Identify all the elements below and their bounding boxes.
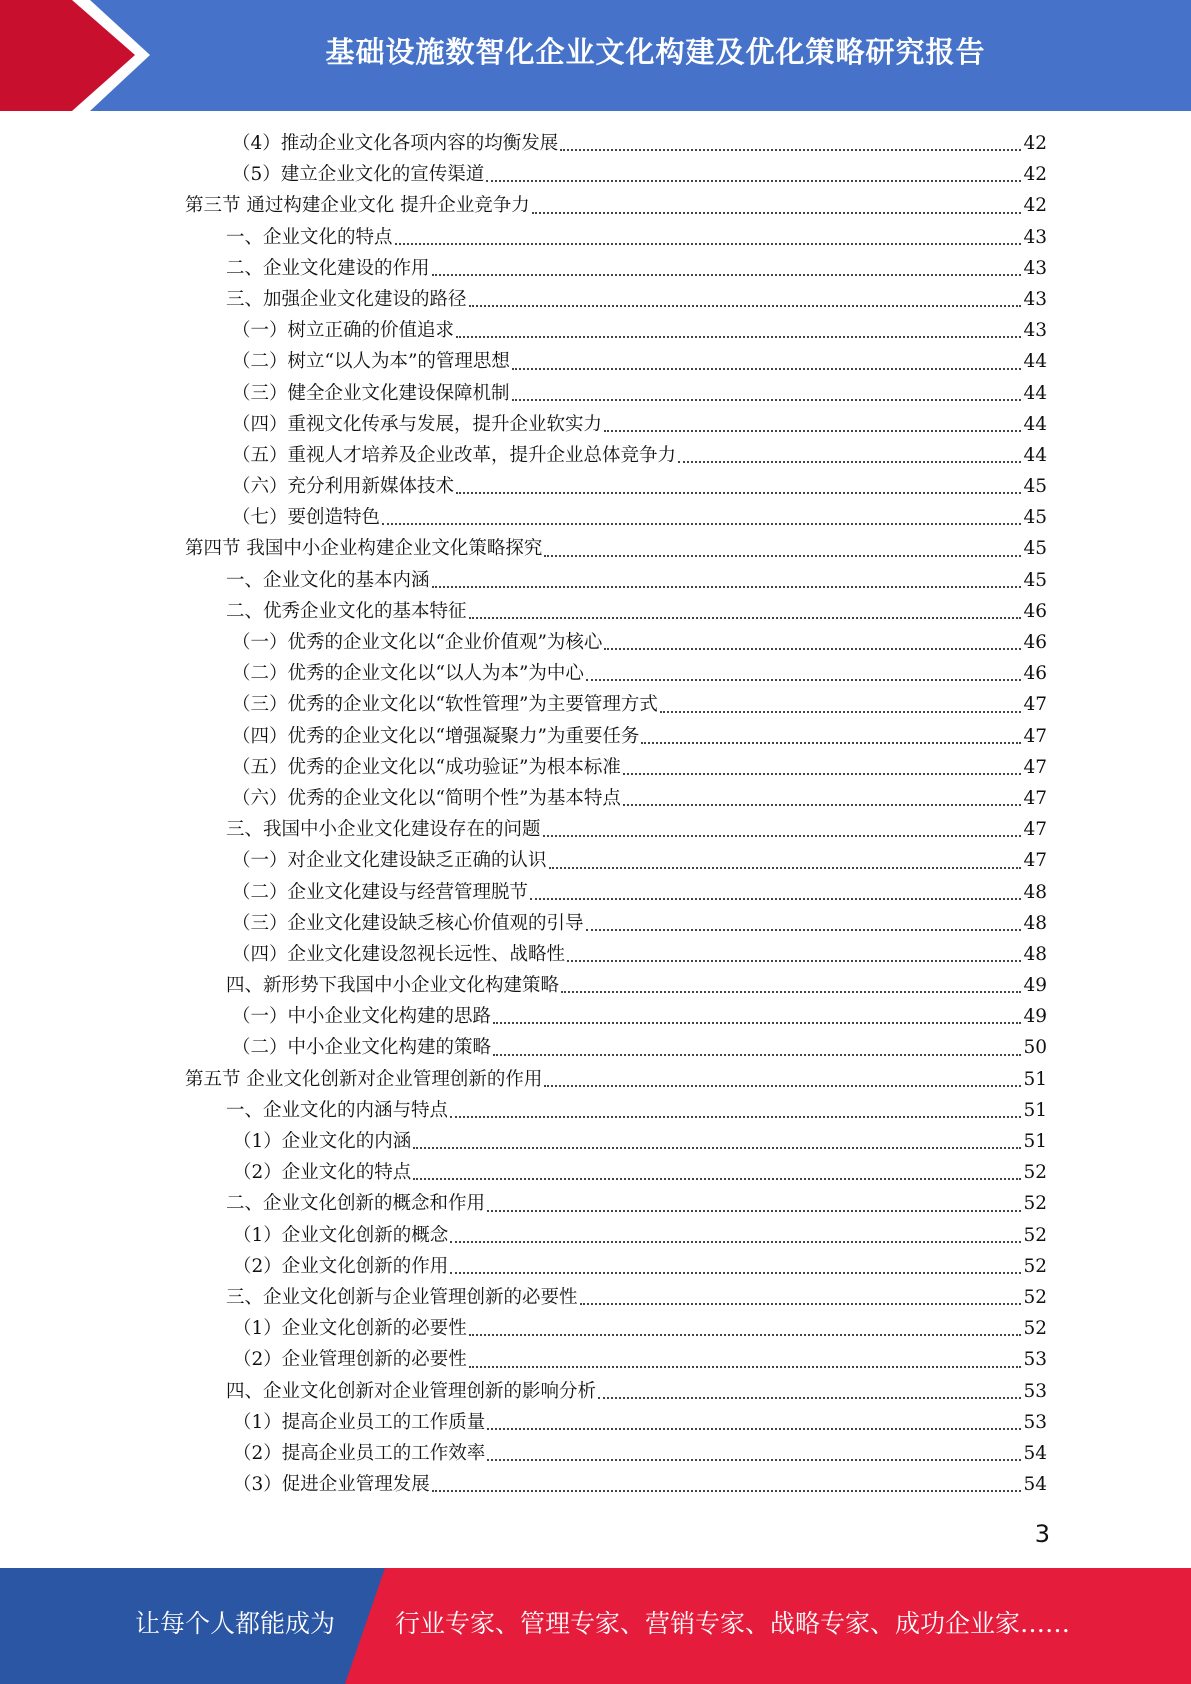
toc-entry-title: （四）企业文化建设忽视长远性、战略性 <box>232 943 566 965</box>
toc-entry[interactable] <box>185 1001 1047 1032</box>
toc-entry-page: 52 <box>1023 1255 1047 1277</box>
toc-entry-title: （2）企业文化的特点 <box>233 1162 412 1184</box>
toc-leader-dots <box>450 1115 1021 1118</box>
toc-entry[interactable] <box>185 1469 1047 1500</box>
toc-entry[interactable] <box>185 627 1047 658</box>
toc-leader-dots <box>623 803 1022 806</box>
toc-entry-page: 43 <box>1023 226 1047 248</box>
toc-entry[interactable] <box>185 1032 1047 1063</box>
document-title: 基础设施数智化企业文化构建及优化策略研究报告 <box>325 34 986 69</box>
toc-entry-page: 53 <box>1023 1349 1047 1371</box>
toc-leader-dots <box>586 678 1022 681</box>
toc-entry[interactable] <box>185 1407 1047 1438</box>
toc-entry-title: （1）提高企业员工的工作质量 <box>233 1411 486 1433</box>
toc-entry-page: 47 <box>1023 819 1047 841</box>
toc-entry-page: 47 <box>1023 850 1047 872</box>
toc-entry-page: 45 <box>1023 569 1047 591</box>
toc-entry-title: （2）提高企业员工的工作效率 <box>233 1442 486 1464</box>
toc-entry[interactable] <box>185 346 1047 377</box>
toc-entry-page: 54 <box>1023 1442 1047 1464</box>
toc-entry-page: 51 <box>1023 1068 1047 1090</box>
toc-entry-title: 一、企业文化的基本内涵 <box>226 569 430 591</box>
toc-entry-page: 43 <box>1023 320 1047 342</box>
toc-entry-title: 四、新形势下我国中小企业文化构建策略 <box>226 975 560 997</box>
toc-entry-title: （1）企业文化创新的必要性 <box>233 1318 467 1340</box>
toc-entry-title: （1）企业文化的内涵 <box>233 1131 412 1152</box>
table-of-contents <box>185 128 1047 1500</box>
toc-entry-page: 53 <box>1023 1411 1047 1433</box>
toc-leader-dots <box>487 1427 1021 1430</box>
toc-entry[interactable] <box>185 440 1047 471</box>
toc-entry[interactable] <box>185 689 1047 720</box>
toc-leader-dots <box>413 1177 1021 1180</box>
toc-leader-dots <box>543 834 1022 837</box>
toc-entry-title: （三）优秀的企业文化以“软性管理”为主要管理方式 <box>232 694 658 716</box>
toc-leader-dots <box>660 710 1022 713</box>
toc-entry-page: 53 <box>1023 1380 1047 1402</box>
toc-entry[interactable] <box>185 533 1047 564</box>
toc-entry[interactable] <box>185 565 1047 596</box>
toc-entry[interactable] <box>185 1064 1047 1095</box>
toc-entry[interactable] <box>185 128 1047 159</box>
toc-entry-page: 46 <box>1023 663 1047 685</box>
toc-entry-page: 51 <box>1023 1131 1047 1152</box>
toc-entry-page: 54 <box>1023 1474 1047 1496</box>
toc-leader-dots <box>469 304 1022 307</box>
page-footer <box>0 1568 1191 1684</box>
toc-leader-dots <box>560 148 1021 151</box>
toc-leader-dots <box>450 1271 1021 1274</box>
toc-entry-page: 42 <box>1023 195 1047 217</box>
toc-entry-page: 51 <box>1023 1099 1047 1121</box>
toc-leader-dots <box>395 242 1022 245</box>
toc-entry[interactable] <box>185 1282 1047 1313</box>
toc-entry-page: 46 <box>1023 632 1047 653</box>
toc-entry-page: 44 <box>1023 382 1047 404</box>
toc-leader-dots <box>580 1302 1022 1305</box>
toc-leader-dots <box>432 1489 1022 1492</box>
toc-entry-title: （二）优秀的企业文化以“以人为本”为中心 <box>232 663 584 685</box>
toc-entry-title: （二）树立“以人为本”的管理思想 <box>232 351 510 373</box>
toc-entry-title: （三）健全企业文化建设保障机制 <box>232 382 510 404</box>
toc-entry[interactable] <box>185 1376 1047 1407</box>
toc-leader-dots <box>382 522 1021 525</box>
toc-entry[interactable] <box>185 378 1047 409</box>
toc-entry-title: （七）要创造特色 <box>232 507 381 529</box>
toc-entry[interactable] <box>185 471 1047 502</box>
page-number: 3 <box>1034 1520 1050 1548</box>
toc-leader-dots <box>486 179 1021 182</box>
toc-entry-page: 44 <box>1023 444 1047 466</box>
toc-entry-title: 第四节 我国中小企业构建企业文化策略探究 <box>185 538 543 560</box>
toc-entry-page: 52 <box>1023 1162 1047 1184</box>
toc-leader-dots <box>450 1240 1021 1243</box>
toc-entry-page: 48 <box>1023 881 1047 903</box>
toc-entry-page: 42 <box>1023 133 1047 154</box>
toc-entry[interactable] <box>185 502 1047 533</box>
toc-leader-dots <box>549 866 1022 869</box>
toc-entry-title: （三）企业文化建设缺乏核心价值观的引导 <box>232 912 584 934</box>
toc-entry-title: 四、企业文化创新对企业管理创新的影响分析 <box>226 1380 597 1402</box>
toc-entry[interactable] <box>185 596 1047 627</box>
toc-entry-title: 三、加强企业文化建设的路径 <box>226 288 467 310</box>
toc-entry-title: （2）企业管理创新的必要性 <box>233 1349 467 1371</box>
toc-entry-title: （5）建立企业文化的宣传渠道 <box>232 164 485 186</box>
toc-entry[interactable] <box>185 315 1047 346</box>
toc-entry-title: （五）重视人才培养及企业改革，提升企业总体竞争力 <box>232 444 677 466</box>
toc-leader-dots <box>413 1146 1021 1149</box>
toc-leader-dots <box>469 1333 1022 1336</box>
toc-leader-dots <box>512 398 1022 401</box>
toc-entry[interactable] <box>185 409 1047 440</box>
toc-entry[interactable] <box>185 1313 1047 1344</box>
toc-entry-title: （3）促进企业管理发展 <box>233 1474 430 1496</box>
toc-leader-dots <box>469 1365 1022 1368</box>
toc-entry-title: 三、企业文化创新与企业管理创新的必要性 <box>226 1286 578 1308</box>
toc-leader-dots <box>561 990 1021 993</box>
toc-entry[interactable] <box>185 284 1047 315</box>
toc-entry-page: 52 <box>1023 1193 1047 1215</box>
toc-leader-dots <box>493 1053 1021 1056</box>
toc-entry-page: 46 <box>1023 600 1047 622</box>
toc-entry-title: （六）优秀的企业文化以“简明个性”为基本特点 <box>232 787 621 809</box>
toc-entry[interactable] <box>185 1251 1047 1282</box>
toc-entry[interactable] <box>185 658 1047 689</box>
toc-entry-page: 42 <box>1023 164 1047 186</box>
toc-entry-page: 49 <box>1023 975 1047 997</box>
toc-entry-title: （4）推动企业文化各项内容的均衡发展 <box>232 133 559 154</box>
toc-leader-dots <box>456 491 1021 494</box>
toc-entry[interactable] <box>185 1188 1047 1219</box>
toc-entry-title: （2）企业文化创新的作用 <box>233 1255 449 1277</box>
toc-entry-page: 52 <box>1023 1224 1047 1246</box>
toc-entry[interactable] <box>185 190 1047 221</box>
footer-roles: 行业专家、管理专家、营销专家、战略专家、成功企业家…… <box>395 1609 1071 1638</box>
toc-leader-dots <box>532 211 1022 214</box>
toc-leader-dots <box>487 1209 1021 1212</box>
toc-entry[interactable] <box>185 222 1047 253</box>
toc-leader-dots <box>544 554 1021 557</box>
toc-leader-dots <box>487 1458 1021 1461</box>
toc-leader-dots <box>567 959 1021 962</box>
toc-entry-title: （五）优秀的企业文化以“成功验证”为根本标准 <box>232 756 621 778</box>
toc-entry-title: 二、企业文化建设的作用 <box>226 257 430 279</box>
toc-entry-page: 47 <box>1023 694 1047 716</box>
toc-leader-dots <box>598 1396 1021 1399</box>
toc-entry-title: 三、我国中小企业文化建设存在的问题 <box>226 819 541 841</box>
toc-entry-page: 43 <box>1023 288 1047 310</box>
toc-entry[interactable] <box>185 939 1047 970</box>
toc-leader-dots <box>530 897 1021 900</box>
toc-entry-title: （一）树立正确的价值追求 <box>232 320 455 342</box>
toc-entry-title: 第三节 通过构建企业文化 提升企业竞争力 <box>185 195 530 217</box>
footer-slogan: 让每个人都能成为 <box>134 1609 335 1638</box>
toc-entry-title: 第五节 企业文化创新对企业管理创新的作用 <box>185 1068 543 1090</box>
toc-leader-dots <box>456 335 1021 338</box>
toc-leader-dots <box>623 772 1022 775</box>
toc-entry-page: 45 <box>1023 476 1047 498</box>
toc-entry-page: 49 <box>1023 1006 1047 1028</box>
toc-entry-title: （二）企业文化建设与经营管理脱节 <box>232 881 529 903</box>
toc-entry-page: 47 <box>1023 787 1047 809</box>
toc-leader-dots <box>493 1021 1021 1024</box>
toc-entry-title: （一）优秀的企业文化以“企业价值观”为核心 <box>232 632 603 653</box>
toc-entry[interactable] <box>185 814 1047 845</box>
toc-entry-page: 52 <box>1023 1318 1047 1340</box>
toc-entry-title: 一、企业文化的内涵与特点 <box>226 1099 449 1121</box>
toc-entry[interactable] <box>185 845 1047 876</box>
toc-entry[interactable] <box>185 877 1047 908</box>
toc-entry[interactable] <box>185 1095 1047 1126</box>
toc-entry-page: 45 <box>1023 507 1047 529</box>
toc-leader-dots <box>604 429 1021 432</box>
toc-entry-title: （六）充分利用新媒体技术 <box>232 476 455 498</box>
toc-entry[interactable] <box>185 1220 1047 1251</box>
toc-entry[interactable] <box>185 970 1047 1001</box>
toc-leader-dots <box>641 741 1021 744</box>
toc-leader-dots <box>432 273 1022 276</box>
toc-entry[interactable] <box>185 783 1047 814</box>
toc-leader-dots <box>678 460 1021 463</box>
toc-entry-page: 43 <box>1023 257 1047 279</box>
toc-entry-title: （一）中小企业文化构建的思路 <box>232 1006 492 1028</box>
toc-entry-page: 44 <box>1023 413 1047 435</box>
toc-entry[interactable] <box>185 253 1047 284</box>
toc-leader-dots <box>604 647 1021 650</box>
toc-entry[interactable] <box>185 908 1047 939</box>
toc-entry-title: （四）重视文化传承与发展，提升企业软实力 <box>232 413 603 435</box>
toc-entry[interactable] <box>185 1157 1047 1188</box>
toc-leader-dots <box>586 928 1022 931</box>
toc-entry-title: （二）中小企业文化构建的策略 <box>232 1037 492 1059</box>
toc-entry-title: （一）对企业文化建设缺乏正确的认识 <box>232 850 547 872</box>
header-red-arrow <box>0 0 160 111</box>
toc-leader-dots <box>469 616 1022 619</box>
toc-entry-page: 47 <box>1023 756 1047 778</box>
toc-entry-title: （1）企业文化创新的概念 <box>233 1224 449 1246</box>
toc-entry[interactable] <box>185 1438 1047 1469</box>
toc-entry-title: 二、优秀企业文化的基本特征 <box>226 600 467 622</box>
page-header <box>0 0 1191 111</box>
toc-leader-dots <box>512 367 1022 370</box>
toc-leader-dots <box>432 585 1022 588</box>
toc-entry-page: 48 <box>1023 912 1047 934</box>
toc-entry[interactable] <box>185 1126 1047 1157</box>
toc-entry-page: 44 <box>1023 351 1047 373</box>
toc-entry-page: 45 <box>1023 538 1047 560</box>
toc-entry-title: 二、企业文化创新的概念和作用 <box>226 1193 486 1215</box>
toc-entry[interactable] <box>185 159 1047 190</box>
toc-leader-dots <box>544 1084 1021 1087</box>
toc-entry[interactable] <box>185 752 1047 783</box>
toc-entry[interactable] <box>185 1344 1047 1375</box>
toc-entry-page: 50 <box>1023 1037 1047 1059</box>
toc-entry[interactable] <box>185 721 1047 752</box>
toc-entry-title: 一、企业文化的特点 <box>226 226 393 248</box>
toc-entry-page: 47 <box>1023 725 1047 747</box>
toc-entry-page: 52 <box>1023 1286 1047 1308</box>
toc-entry-title: （四）优秀的企业文化以“增强凝聚力”为重要任务 <box>232 725 640 747</box>
toc-entry-page: 48 <box>1023 943 1047 965</box>
